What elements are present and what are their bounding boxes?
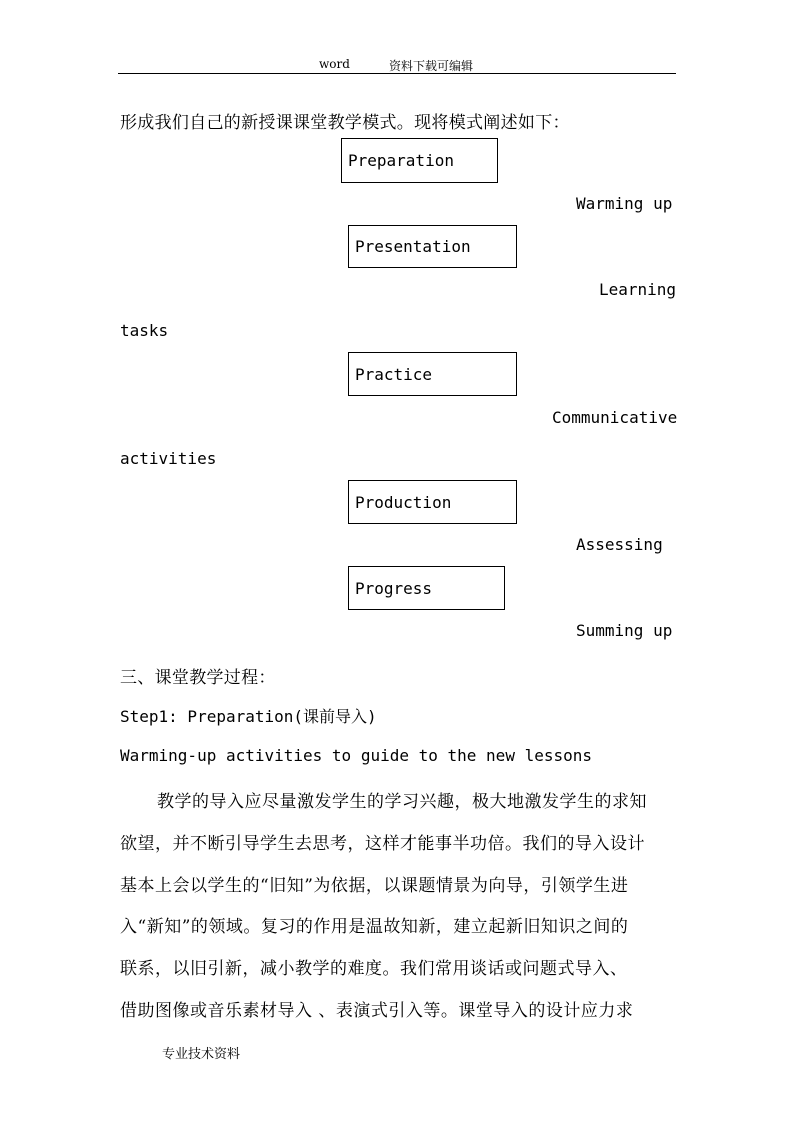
box-progress: Progress xyxy=(348,566,505,610)
header-word: word xyxy=(319,57,350,71)
note-assessing: Assessing xyxy=(576,535,663,554)
box-practice: Practice xyxy=(348,352,517,396)
paragraph-line: 联系，以旧引新，减小教学的难度。我们常用谈话或问题式导入、 xyxy=(120,959,628,979)
step1-heading: Step1: Preparation(课前导入) xyxy=(120,707,377,726)
paragraph-line: 欲望，并不断引导学生去思考，这样才能事半功倍。我们的导入设计 xyxy=(120,834,645,854)
note-summing-up: Summing up xyxy=(576,621,673,640)
note-communicative: Communicative xyxy=(552,408,678,427)
box-presentation: Presentation xyxy=(348,225,517,268)
note-activities: activities xyxy=(120,449,217,468)
note-warming-up: Warming up xyxy=(576,194,673,213)
intro-text: 形成我们自己的新授课课堂教学模式。现将模式阐述如下： xyxy=(120,113,570,133)
section-title: 三、课堂教学过程： xyxy=(120,668,276,688)
box-preparation: Preparation xyxy=(341,138,498,183)
header-editable-note: 资料下载可编辑 xyxy=(389,59,474,73)
paragraph-line: 基本上会以学生的“旧知”为依据，以课题情景为向导，引领学生进 xyxy=(120,876,629,896)
paragraph-line: 教学的导入应尽量激发学生的学习兴趣，极大地激发学生的求知 xyxy=(157,792,647,812)
page-footer: 专业技术资料 xyxy=(162,1047,241,1062)
note-learning: Learning xyxy=(599,280,677,299)
note-tasks: tasks xyxy=(120,321,169,340)
warmup-line: Warming-up activities to guide to the new lessons xyxy=(120,746,593,765)
box-production: Production xyxy=(348,480,517,524)
paragraph-line: 借助图像或音乐素材导入 、表演式引入等。课堂导入的设计应力求 xyxy=(120,1001,634,1021)
paragraph-line: 入“新知”的领域。复习的作用是温故知新，建立起新旧知识之间的 xyxy=(120,917,629,937)
header-rule xyxy=(118,73,676,74)
